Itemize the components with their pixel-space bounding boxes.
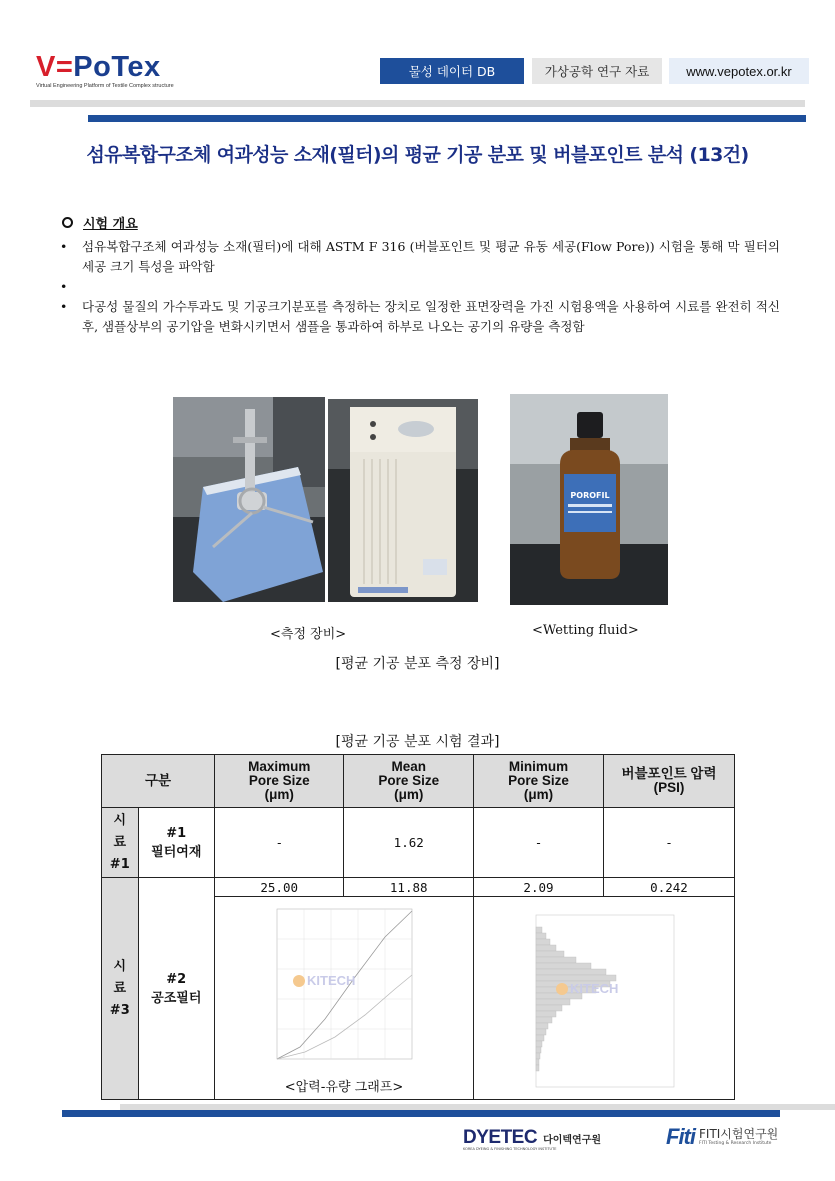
bullet-dot-icon: • [60, 279, 68, 294]
vepotex-logo[interactable] [36, 52, 174, 89]
dyetec-korean: 다이텍연구원 [543, 1134, 602, 1146]
caption-equipment: <측정 장비> [270, 627, 347, 642]
section-heading-label: 시험 개요 [83, 217, 138, 232]
header-divider-blue [88, 115, 806, 122]
sample-label: 시 료 #1 [102, 808, 139, 878]
sample-label: 시 료 #3 [102, 878, 139, 1100]
cell-mean: 11.88 [344, 878, 474, 897]
cell-bubble: 0.242 [603, 878, 734, 897]
bullet-text: 다공성 물질의 가수투과도 및 기공크기분포를 측정하는 장치로 일정한 표면장력을 가진 시험용액을 사용하여 시료를 완전히 적신 후, 샘플상부의 공기압을 변화시키면서 샘플을 통과하여 하부로 나오는 공기의 유량을 측정함 [82, 299, 780, 334]
sample-name: #1 필터여재 [138, 808, 214, 878]
bottle-label: POROFIL [570, 491, 610, 500]
logo-subtitle: Virtual Engineering Platform of Textile Complex structure [36, 83, 174, 89]
footer-divider-blue [62, 1110, 780, 1117]
section-heading [62, 213, 138, 232]
overview-bullets [58, 237, 780, 337]
fiti-korean: FITI시험연구원 [699, 1127, 779, 1141]
bullet-item [58, 237, 780, 277]
table-header-row [102, 755, 735, 808]
nav-virtual-research-button[interactable]: 가상공학 연구 자료 [532, 58, 662, 84]
cell-min: 2.09 [473, 878, 603, 897]
bullet-dot-icon: • [60, 299, 68, 314]
kitech-watermark: KITECH [306, 973, 356, 988]
wetting-fluid-photo [510, 394, 668, 605]
bullet-text: 섬유복합구조체 여과성능 소재(필터)에 대해 ASTM F 316 (버블포인트 및 평균 유동 세공(Flow Pore)) 시험을 통해 막 필터의 세공 크기 특성을 파악함 [82, 239, 780, 274]
header-divider-gray [30, 100, 805, 107]
kitech-watermark: KITECH [569, 981, 619, 996]
table-row [102, 808, 735, 878]
header-category: 구분 [102, 755, 215, 808]
header-mean-pore: Mean Pore Size (μm) [344, 755, 474, 808]
dyetec-logo[interactable] [463, 1127, 601, 1149]
caption-wetting-fluid: <Wetting fluid> [532, 623, 639, 638]
page-title: 섬유복합구조체 여과성능 소재(필터)의 평균 기공 분포 및 버블포인트 분석 (13건) [86, 144, 749, 166]
pressure-flow-graph-cell [214, 897, 473, 1100]
nav-property-db-button[interactable]: 물성 데이터 DB [380, 58, 524, 84]
bullet-dot-icon: • [60, 239, 68, 254]
dyetec-wordmark: DYETEC [463, 1127, 538, 1148]
sample-name: #2 공조필터 [138, 878, 214, 1100]
header-min-pore: Minimum Pore Size (μm) [473, 755, 603, 808]
site-url-link[interactable]: www.vepotex.or.kr [669, 58, 809, 84]
cell-mean: 1.62 [344, 808, 474, 878]
logo-wordmark: V=PoTex [36, 51, 161, 83]
cell-max: - [214, 808, 344, 878]
bullet-item [58, 277, 780, 297]
results-table [101, 754, 735, 1100]
fiti-wordmark: Fiti [666, 1124, 695, 1149]
header-bubble-point: 버블포인트 압력 (PSI) [603, 755, 734, 808]
circle-bullet-icon [62, 217, 73, 228]
equipment-photo-analyzer [328, 399, 478, 602]
pore-distribution-graph-cell [473, 897, 734, 1100]
fiti-logo[interactable] [666, 1124, 778, 1150]
graph-caption: <압력-유량 그래프> [284, 1080, 404, 1095]
equipment-photo-stand [173, 397, 325, 602]
cell-bubble: - [603, 808, 734, 878]
table-caption: [평균 기공 분포 시험 결과] [335, 734, 500, 750]
pressure-flow-graph [215, 897, 473, 1095]
cell-max: 25.00 [214, 878, 344, 897]
table-row [102, 878, 735, 897]
figure-caption: [평균 기공 분포 측정 장비] [335, 656, 500, 672]
fiti-english: FITI Testing & Research Institute [699, 1141, 772, 1146]
bullet-item [58, 297, 780, 337]
header-max-pore: Maximum Pore Size (μm) [214, 755, 344, 808]
dyetec-subtitle: KOREA DYEING & FINISHING TECHNOLOGY INSTITUTE [463, 1147, 557, 1151]
pore-distribution-graph [474, 897, 734, 1095]
cell-min: - [473, 808, 603, 878]
